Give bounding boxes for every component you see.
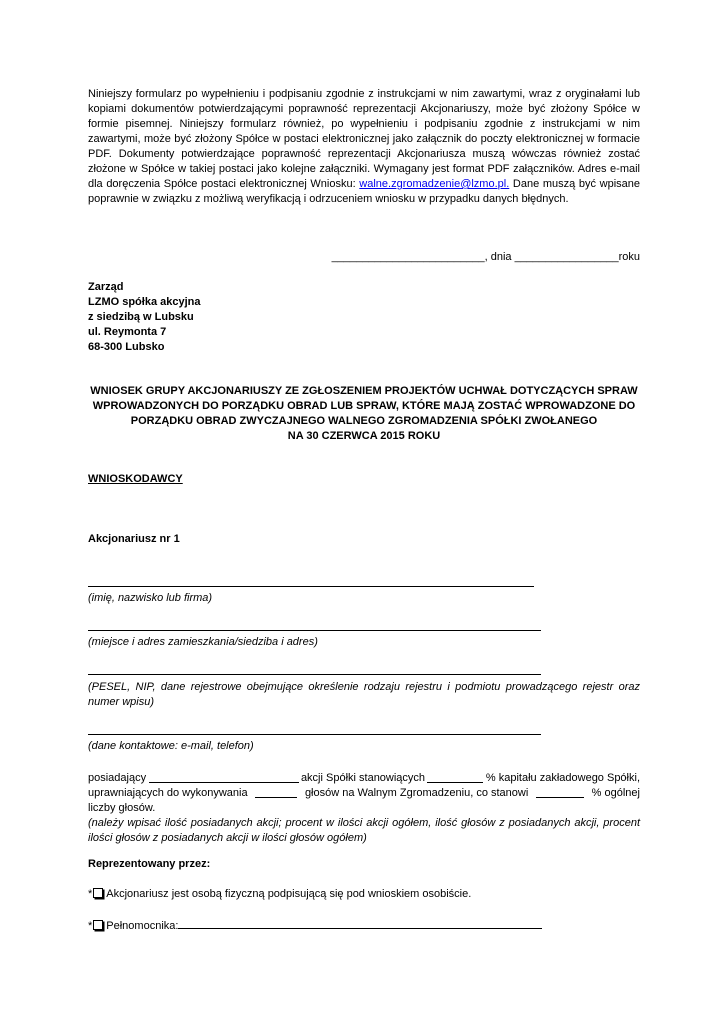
- title-line: PORZĄDKU OBRAD ZWYCZAJNEGO WALNEGO ZGROMADZENIA SPÓŁKI ZWOŁANEGO: [130, 415, 598, 427]
- uprawniajacych-label: uprawniających do wykonywania: [88, 787, 248, 799]
- asterisk: *: [88, 888, 93, 900]
- shares-count-blank[interactable]: [149, 771, 299, 783]
- checkbox-proxy[interactable]: [93, 920, 103, 930]
- shareholder-heading: Akcjonariusz nr 1: [88, 533, 180, 545]
- liczby-label: liczby głosów.: [88, 802, 156, 814]
- title-line: WNIOSEK GRUPY AKCJONARIUSZY ZE ZGŁOSZENIEM PROJEKTÓW UCHWAŁ DOTYCZĄCYCH SPRAW: [90, 385, 638, 397]
- address-input-line[interactable]: [88, 630, 541, 631]
- address-field-caption: (miejsce i adres zamieszkania/siedziba i adres): [88, 636, 318, 648]
- roku-label: roku: [618, 251, 640, 263]
- place-date-line: [330, 250, 640, 265]
- represented-heading: Reprezentowany przez:: [88, 858, 211, 870]
- contact-field-caption: (dane kontaktowe: e-mail, telefon): [88, 740, 254, 752]
- option-proxy-label: Pełnomocnika:: [106, 920, 179, 932]
- date-blank[interactable]: _________________: [514, 251, 619, 263]
- proxy-name-blank[interactable]: [178, 917, 542, 929]
- registry-field-caption: (PESEL, NIP, dane rejestrowe obejmujące określenie rodzaju rejestru i podmiotu prowadzącego rejestr oraz numer wpisu): [88, 681, 640, 708]
- address-line: ul. Reymonta 7: [88, 326, 167, 338]
- capital-percent-blank[interactable]: [427, 771, 483, 783]
- registry-input-line[interactable]: [88, 674, 541, 675]
- applicants-heading: WNIOSKODAWCY: [88, 473, 183, 485]
- asterisk: *: [88, 920, 93, 932]
- checkbox-personal[interactable]: [93, 888, 103, 898]
- address-line: Zarząd: [88, 281, 124, 293]
- shares-note: (należy wpisać ilość posiadanych akcji; procent w ilości akcji ogółem, ilość głosów z posiadanych akcji, procent ilości głosów z posiadanych akcji w ilości głosów ogółem): [88, 817, 640, 844]
- email-link[interactable]: walne.zgromadzenie@lzmo.pl.: [359, 178, 510, 190]
- shares-row-1: [88, 771, 640, 786]
- dnia-label: , dnia: [484, 251, 515, 263]
- option-personal[interactable]: [88, 887, 471, 902]
- intro-text: Niniejszy formularz po wypełnieniu i podpisaniu zgodnie z instrukcjami w nim zawartymi, wraz z oryginałami lub kopiami dokumentów potwierdzającymi poprawność reprezentacji Akcjonariuszy, może być złożony Spółce w formie pisemnej. Niniejszy formularz również, po wypełnieniu i podpisaniu zgodnie z instrukcjami w nim zawartymi, może być złożony Spółce w postaci elektronicznej jako załącznik do poczty elektronicznej w formacie PDF. Dokumenty potwierdzające poprawność reprezentacji Akcjonariusza muszą wówczas również zostać złożone w Spółce w takiej postaci jako kolejne załączniki. Wymagany jest format PDF załączników. Adres e-mail dla doręczenia Spółce postaci elektronicznej Wniosku:: [88, 88, 640, 190]
- contact-input-line[interactable]: [88, 734, 541, 735]
- place-blank[interactable]: _________________________: [331, 251, 485, 263]
- document-title: [88, 384, 640, 444]
- glosow-label: głosów na Walnym Zgromadzeniu, co stanowi: [304, 787, 529, 799]
- address-line: z siedzibą w Lubsku: [88, 311, 194, 323]
- votes-percent-label: % ogólnej: [591, 787, 640, 799]
- address-line: 68-300 Lubsko: [88, 341, 165, 353]
- option-proxy[interactable]: [88, 917, 542, 934]
- shares-row-2: [88, 786, 640, 801]
- intro-paragraph: [88, 87, 640, 207]
- intro-text-end: Dane muszą być wpisane poprawnie w związku z możliwą weryfikacją i odrzuceniem wniosku w przypadku danych błędnych.: [88, 178, 640, 205]
- address-line: LZMO spółka akcyjna: [88, 296, 201, 308]
- name-field-caption: (imię, nazwisko lub firma): [88, 592, 213, 604]
- title-line: WPROWADZONYCH DO PORZĄDKU OBRAD LUB SPRAW, KTÓRE MAJĄ ZOSTAĆ WPROWADZONE DO: [92, 400, 636, 412]
- shares-paragraph: [88, 771, 640, 846]
- votes-percent-blank[interactable]: [536, 786, 584, 798]
- votes-count-blank[interactable]: [255, 786, 297, 798]
- recipient-address: [88, 280, 200, 355]
- title-line: NA 30 CZERWCA 2015 ROKU: [287, 430, 441, 442]
- option-personal-label: Akcjonariusz jest osobą fizyczną podpisującą się pod wnioskiem osobiście.: [106, 888, 472, 900]
- posiadajacy-label: posiadający: [88, 772, 147, 784]
- name-input-line[interactable]: [88, 586, 534, 587]
- capital-percent-label: % kapitału zakładowego Spółki,: [485, 772, 640, 784]
- akcji-label: akcji Spółki stanowiących: [300, 772, 426, 784]
